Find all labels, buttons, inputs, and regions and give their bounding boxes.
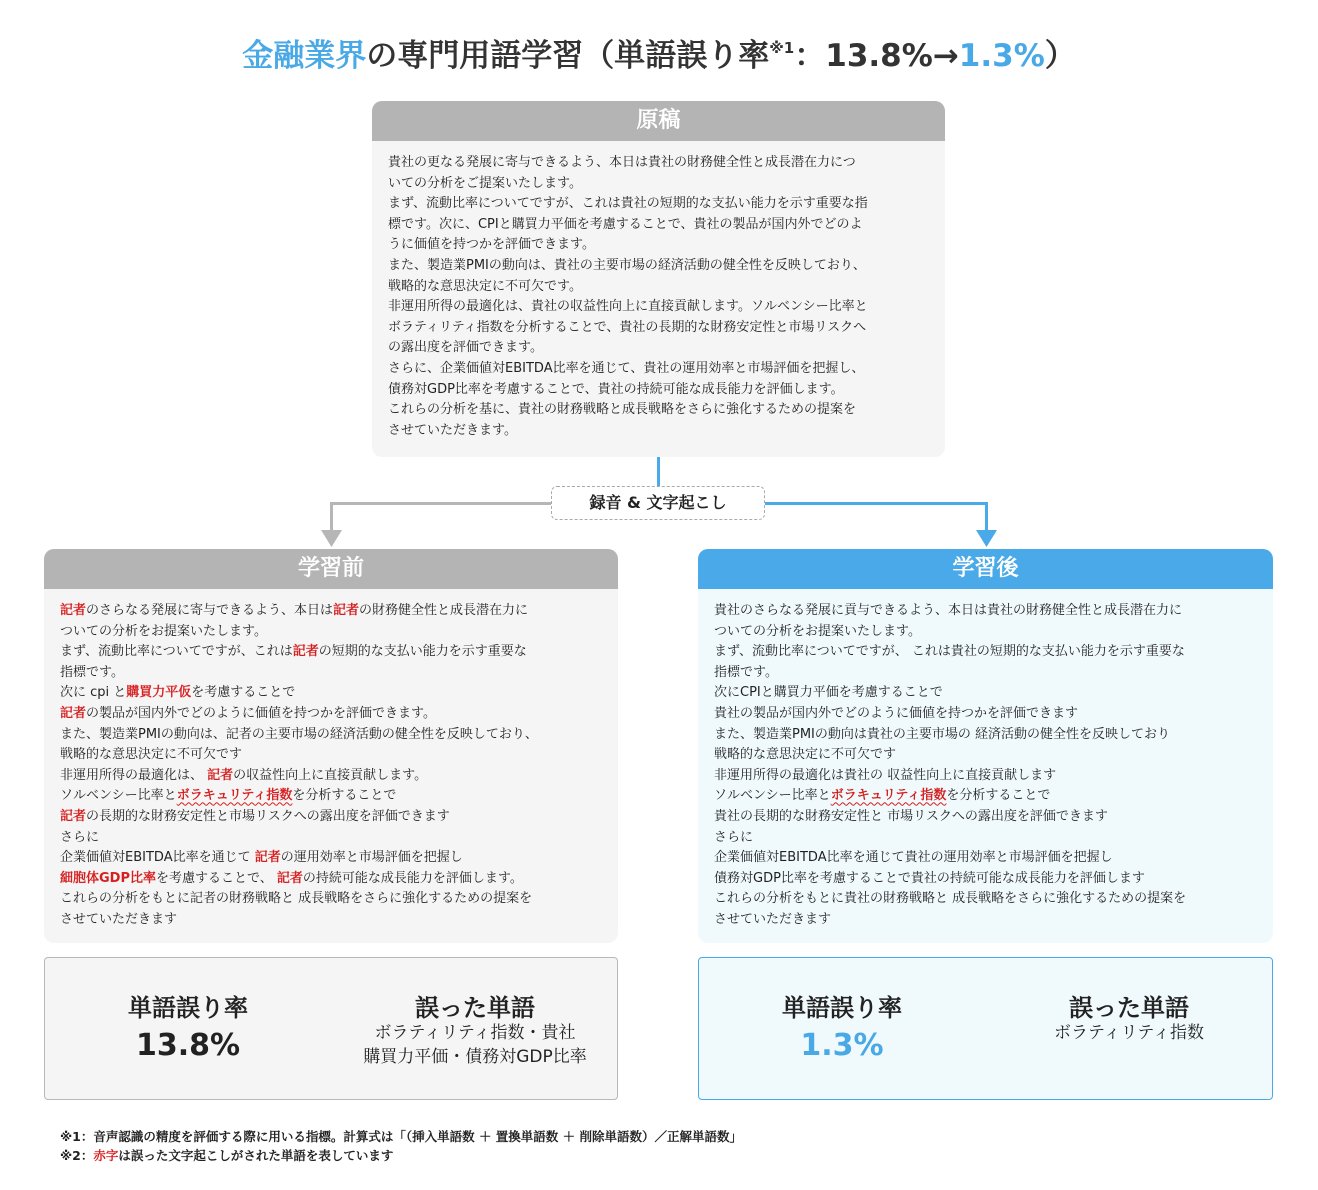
footnote-2	[60, 1146, 393, 1164]
original-text-line: 標です。次に、CPIと購買力平価を考慮することで、貴社の製品が国内外でどのよ	[388, 216, 863, 232]
original-text-line: 貴社の更なる発展に寄与できるよう、本日は貴社の財務健全性と成長潜在力につ	[388, 155, 856, 170]
text-segment: また、製造業PMIの動向は貴社の主要市場の 経済活動の健全性を反映しており	[714, 726, 1171, 742]
title-after-rate: 1.3%	[958, 38, 1045, 74]
text-segment: 戦略的な意思決定に不可欠です	[60, 747, 243, 763]
arrow-right-icon	[976, 530, 997, 548]
text-segment: 企業価値対EBITDA比率を通じて貴社の運用効率と市場評価を把握し	[714, 850, 1113, 866]
title-colon: ：	[794, 38, 826, 74]
text-segment: を考慮することで	[191, 685, 296, 701]
text-segment: のさらなる発展に寄与できるよう、本日は	[86, 603, 334, 618]
error-word: 記者	[60, 705, 87, 721]
text-segment: 次に cpi と	[60, 685, 127, 701]
after-error-rate-value: 1.3%	[800, 1028, 884, 1063]
after-text-line	[714, 910, 1257, 931]
after-header: 学習後	[698, 549, 1273, 589]
title-highlight: 金融業界	[242, 38, 367, 74]
original-text-line: させていただきます。	[388, 422, 517, 438]
original-text-line: ボラティリティ指数を分析することで、貴社の長期的な財務安定性と市場リスクへ	[388, 319, 867, 335]
before-text-line	[60, 889, 602, 910]
text-segment: を分析することで	[946, 788, 1051, 804]
before-text-line	[60, 766, 602, 787]
text-segment: これらの分析をもとに記者の財務戦略と 成長戦略をさらに強化するための提案を	[60, 891, 533, 907]
connector-left-horizontal	[330, 502, 551, 505]
after-wrong-words-label: 誤った単語	[1069, 994, 1189, 1022]
original-card	[372, 101, 945, 457]
error-word: 記者	[60, 808, 87, 824]
error-word: 記者	[207, 767, 234, 783]
connector-left-vertical	[330, 502, 333, 532]
before-text-line	[60, 910, 602, 931]
footnote-2-red-text: 赤字	[93, 1148, 119, 1163]
text-segment: 債務対GDP比率を考慮することで貴社の持続可能な成長能力を評価します	[714, 870, 1145, 886]
before-text	[44, 589, 618, 943]
text-segment: これらの分析をもとに貴社の財務戦略と 成長戦略をさらに強化するための提案を	[714, 891, 1187, 907]
text-segment: ソルベンシー比率と	[60, 788, 177, 804]
after-text-line	[714, 622, 1257, 643]
before-text-line	[60, 848, 602, 869]
text-segment: 企業価値対EBITDA比率を通じて	[60, 850, 255, 866]
text-segment: を考慮することで、	[156, 870, 277, 886]
before-text-line	[60, 786, 602, 807]
error-word: 細胞体GDP比率	[60, 870, 156, 886]
after-stats-box	[698, 957, 1273, 1100]
title-close: ）	[1044, 38, 1076, 74]
text-segment: 戦略的な意思決定に不可欠です	[714, 747, 897, 763]
text-segment: の運用効率と市場評価を把握し	[280, 850, 463, 866]
before-error-rate-label: 単語誤り率	[128, 994, 248, 1022]
original-text-line: さらに、企業価値対EBITDA比率を通じて、貴社の運用効率と市場評価を把握し、	[388, 360, 865, 376]
error-word: ボラキュリティ指数	[176, 788, 293, 804]
original-header: 原稿	[372, 101, 945, 141]
before-text-line	[60, 601, 602, 622]
after-text-line	[714, 889, 1257, 910]
after-error-rate-label: 単語誤り率	[782, 994, 902, 1022]
text-segment: 指標です。	[714, 664, 778, 680]
after-text-line	[714, 704, 1257, 725]
text-segment: 次にCPIと購買力平価を考慮することで	[714, 685, 943, 701]
text-segment: さらに	[60, 829, 100, 845]
transcription-badge: 録音 & 文字起こし	[551, 486, 765, 520]
before-wrong-word-line: 購買力平価・債務対GDP比率	[363, 1047, 587, 1067]
text-segment: を分析することで	[292, 788, 397, 804]
after-text-line	[714, 828, 1257, 849]
before-error-rate-value: 13.8%	[135, 1028, 241, 1063]
before-stats-box	[44, 957, 618, 1100]
footnote-1: ※1：音声認識の精度を評価する際に用いる指標。計算式は「（挿入単語数 ＋ 置換単語数 ＋ 削除単語数）／正解単語数」	[60, 1129, 743, 1144]
text-segment: さらに	[714, 829, 754, 845]
original-text	[372, 141, 945, 457]
before-header: 学習前	[44, 549, 618, 589]
title-before-rate: 13.8%→	[825, 38, 959, 74]
after-text-line	[714, 766, 1257, 787]
original-text-line: 戦略的な意思決定に不可欠です。	[388, 278, 582, 294]
error-word: 記者	[276, 870, 303, 886]
error-word: 記者	[333, 603, 360, 618]
before-text-line	[60, 683, 602, 704]
footnote-2-suffix: は誤った文字起こしがされた単語を表しています	[118, 1148, 394, 1163]
error-word: 購買力平仮	[126, 685, 192, 701]
after-text-line	[714, 848, 1257, 869]
title-footnote-marker: ※1	[769, 39, 795, 57]
after-card	[698, 549, 1273, 943]
connector-right-vertical	[985, 502, 988, 532]
after-wrong-word-line: ボラティリティ指数	[1054, 1023, 1204, 1043]
after-wrong-words-list	[979, 1021, 1279, 1045]
before-wrong-words-list	[325, 1021, 625, 1069]
error-word: 記者	[254, 850, 281, 866]
footnote-2-prefix: ※2：	[60, 1148, 94, 1163]
original-text-line: 非運用所得の最適化は、貴社の収益性向上に直接貢献します。ソルベンシー比率と	[388, 299, 868, 315]
text-segment: させていただきます	[714, 911, 832, 927]
text-segment: ついての分析をお提案いたします。	[60, 623, 267, 639]
text-segment: まず、流動比率についてですが、これは	[60, 644, 293, 660]
before-wrong-word-line: ボラティリティ指数・貴社	[374, 1023, 576, 1043]
before-text-line	[60, 869, 602, 890]
after-text	[698, 589, 1273, 943]
original-text-line: の露出度を評価できます。	[388, 340, 543, 356]
connector-vertical	[657, 457, 660, 486]
after-text-line	[714, 642, 1257, 663]
text-segment: 非運用所得の最適化は、	[60, 767, 208, 783]
before-text-line	[60, 622, 602, 643]
text-segment: させていただきます	[60, 911, 178, 927]
after-text-line	[714, 725, 1257, 746]
original-text-line: これらの分析を基に、貴社の財務戦略と成長戦略をさらに強化するための提案を	[388, 402, 857, 418]
before-card	[44, 549, 618, 943]
connector-right-horizontal	[765, 502, 988, 505]
arrow-left-icon	[321, 530, 342, 548]
after-text-line	[714, 869, 1257, 890]
title-main: の専門用語学習（単語誤り率	[366, 38, 770, 74]
original-text-line: うに価値を持つかを評価できます。	[388, 237, 595, 253]
text-segment: の財務健全性と成長潜在力に	[359, 603, 529, 618]
before-text-line	[60, 663, 602, 684]
original-text-line: 債務対GDP比率を考慮することで、貴社の持続可能な成長能力を評価します。	[388, 381, 844, 397]
before-text-line	[60, 807, 602, 828]
error-word: 記者	[60, 603, 87, 618]
before-text-line	[60, 704, 602, 725]
original-text-line: まず、流動比率についてですが、これは貴社の短期的な支払い能力を示す重要な指	[388, 196, 868, 212]
text-segment: また、製造業PMIの動向は、記者の主要市場の経済活動の健全性を反映しており、	[60, 726, 538, 742]
after-text-line	[714, 663, 1257, 684]
original-text-line: また、製造業PMIの動向は、貴社の主要市場の経済活動の健全性を反映しており、	[388, 257, 866, 273]
text-segment: の収益性向上に直接貢献します。	[233, 767, 428, 783]
after-text-line	[714, 601, 1257, 622]
original-text-line: いての分析をご提案いたします。	[388, 175, 582, 191]
error-word: ボラキュリティ指数	[830, 788, 947, 804]
before-text-line	[60, 828, 602, 849]
text-segment: 貴社の製品が国内外でどのように価値を持つかを評価できます	[714, 705, 1079, 721]
text-segment: ソルベンシー比率と	[714, 788, 831, 804]
text-segment: の長期的な財務安定性と市場リスクへの露出度を評価できます	[86, 808, 450, 824]
text-segment: の短期的な支払い能力を示す重要な	[318, 644, 527, 660]
text-segment: ついての分析をお提案いたします。	[714, 623, 921, 639]
after-text-line	[714, 786, 1257, 807]
page-title	[0, 30, 1318, 75]
before-text-line	[60, 642, 602, 663]
text-segment: 非運用所得の最適化は貴社の 収益性向上に直接貢献します	[714, 767, 1057, 783]
after-text-line	[714, 745, 1257, 766]
text-segment: 指標です。	[60, 664, 124, 680]
after-text-line	[714, 683, 1257, 704]
text-segment: まず、流動比率についてですが、 これは貴社の短期的な支払い能力を示す重要な	[714, 644, 1185, 660]
error-word: 記者	[292, 644, 319, 660]
before-wrong-words-label: 誤った単語	[415, 994, 535, 1022]
text-segment: の製品が国内外でどのように価値を持つかを評価できます。	[86, 705, 436, 721]
before-text-line	[60, 725, 602, 746]
after-text-line	[714, 807, 1257, 828]
text-segment: の持続可能な成長能力を評価します。	[302, 870, 523, 886]
before-text-line	[60, 745, 602, 766]
text-segment: 貴社のさらなる発展に貢与できるよう、本日は貴社の財務健全性と成長潜在力に	[714, 603, 1183, 618]
text-segment: 貴社の長期的な財務安定性と 市場リスクへの露出度を評価できます	[714, 808, 1108, 824]
